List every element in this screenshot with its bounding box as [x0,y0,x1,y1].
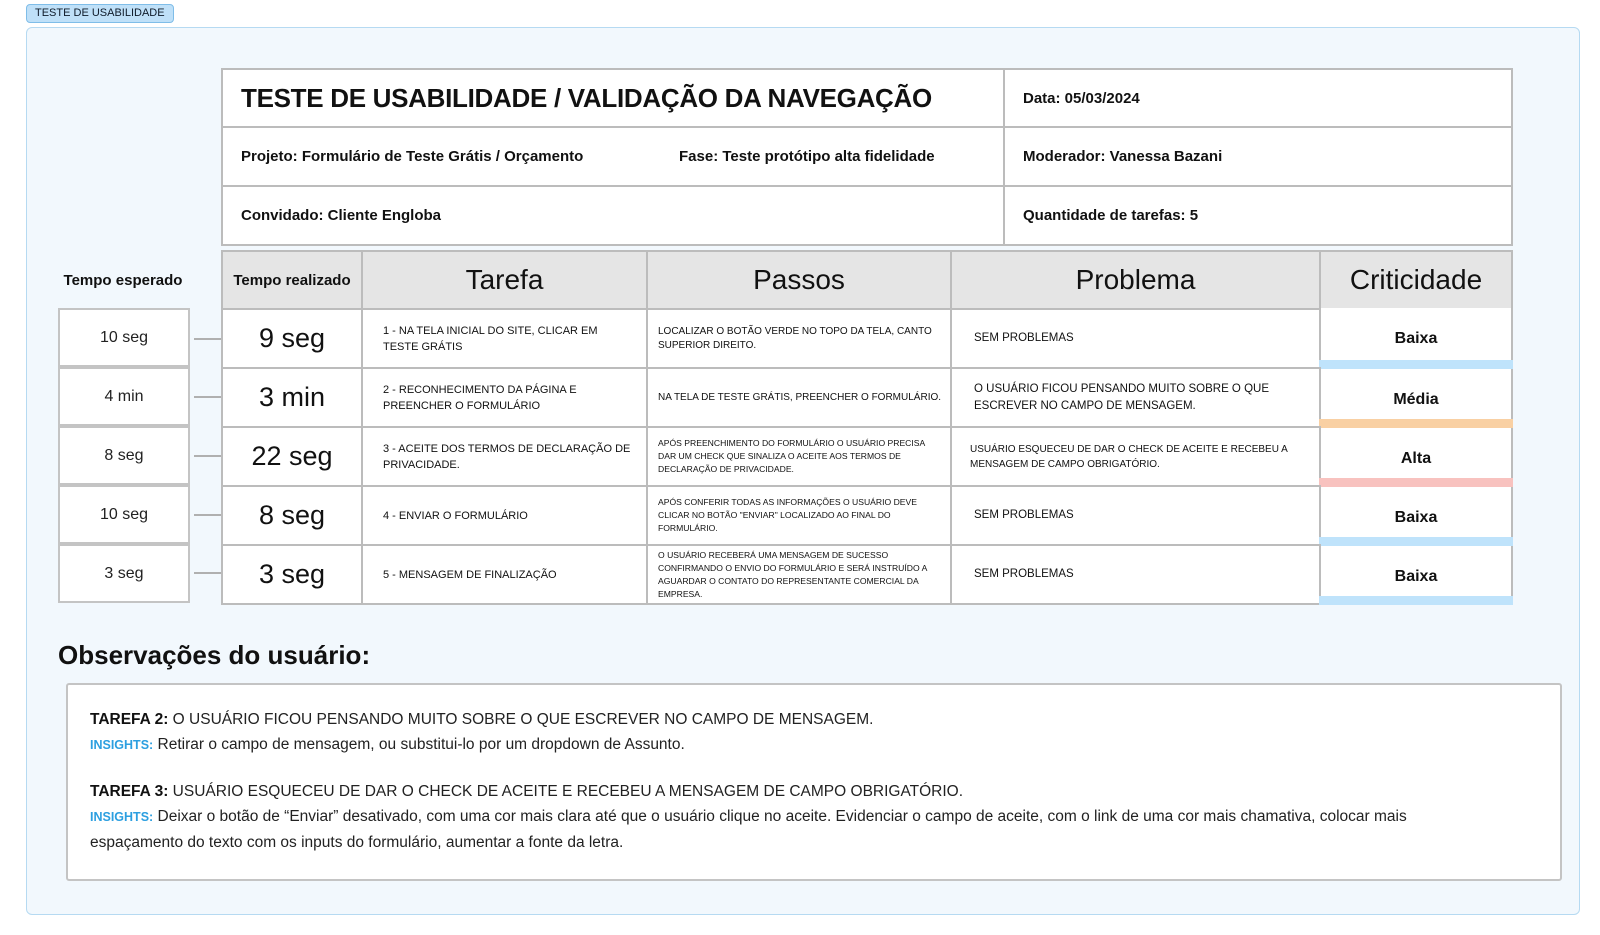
expected-time-label: Tempo esperado [63,272,183,289]
realized-time-cell: 3 seg [221,544,363,605]
task-cell: 4 - ENVIAR O FORMULÁRIO [361,485,648,546]
steps-cell: NA TELA DE TESTE GRÁTIS, PREENCHER O FORMULÁRIO. [646,367,952,428]
realized-time-cell: 9 seg [221,308,363,369]
criticality-cell: Média [1319,369,1513,419]
expected-time-cell: 3 seg [58,544,190,603]
steps-cell: APÓS CONFERIR TODAS AS INFORMAÇÕES O USUÁRIO DEVE CLICAR NO BOTÃO "ENVIAR" LOCALIZADO AO FINAL DO FORMULÁRIO. [646,485,952,546]
observation-task-line [90,707,1540,732]
project-field: Projeto: Formulário de Teste Grátis / Orçamento [241,148,584,165]
observation-insight-line [90,732,1540,758]
moderator-field: Moderador: Vanessa Bazani [1003,126,1513,187]
problem-cell: USUÁRIO ESQUECEU DE DAR O CHECK DE ACEITE E RECEBEU A MENSAGEM DE CAMPO OBRIGATÓRIO. [950,426,1321,487]
connector-line [194,572,222,574]
steps-cell: O USUÁRIO RECEBERÁ UMA MENSAGEM DE SUCESSO CONFIRMANDO O ENVIO DO FORMULÁRIO E SERÁ INSTRUÍDO A AGUARDAR O CONTATO DO REPRESENTANTE COMERCIAL DA EMPRESA. [646,544,952,605]
task-count-field: Quantidade de tarefas: 5 [1003,185,1513,246]
section-tag: TESTE DE USABILIDADE [26,4,174,23]
task-cell: 5 - MENSAGEM DE FINALIZAÇÃO [361,544,648,605]
date-field: Data: 05/03/2024 [1003,68,1513,128]
criticality-indicator-high [1319,478,1513,487]
task-cell: 3 - ACEITE DOS TERMOS DE DECLARAÇÃO DE PRIVACIDADE. [361,426,648,487]
problem-cell: SEM PROBLEMAS [950,485,1321,546]
page-title: TESTE DE USABILIDADE / VALIDAÇÃO DA NAVEGAÇÃO [221,68,1005,128]
problem-cell: O USUÁRIO FICOU PENSANDO MUITO SOBRE O QUE ESCREVER NO CAMPO DE MENSAGEM. [950,367,1321,428]
insight-label: INSIGHTS: [90,738,154,752]
expected-time-cell: 8 seg [58,426,190,485]
expected-time-cell: 10 seg [58,308,190,367]
criticality-cell: Baixa [1319,546,1513,596]
criticality-indicator-low [1319,596,1513,605]
connector-line [194,455,222,457]
steps-cell: APÓS PREENCHIMENTO DO FORMULÁRIO O USUÁRIO PRECISA DAR UM CHECK QUE SINALIZA O ACEITE AOS TERMOS DE DECLARAÇÃO DE PRIVACIDADE. [646,426,952,487]
expected-time-cell: 4 min [58,367,190,426]
insight-text: Retirar o campo de mensagem, ou substitui-lo por um dropdown de Assunto. [153,736,685,753]
observation-task-text: O USUÁRIO FICOU PENSANDO MUITO SOBRE O QUE ESCREVER NO CAMPO DE MENSAGEM. [168,711,874,728]
column-header-task: Tarefa [361,250,648,310]
expected-time-cell: 10 seg [58,485,190,544]
problem-cell: SEM PROBLEMAS [950,308,1321,369]
project-phase-row [221,126,1005,187]
criticality-indicator-low [1319,360,1513,369]
observation-task-label: TAREFA 3: [90,783,169,800]
connector-line [194,514,222,516]
realized-time-cell: 8 seg [221,485,363,546]
criticality-cell: Baixa [1319,308,1513,360]
observations-box [66,683,1562,881]
task-cell: 1 - NA TELA INICIAL DO SITE, CLICAR EM TESTE GRÁTIS [361,308,648,369]
observation-task-label: TAREFA 2: [90,711,169,728]
column-header-realized: Tempo realizado [221,250,363,310]
connector-line [194,338,222,340]
insight-label: INSIGHTS: [90,810,154,824]
phase-field: Fase: Teste protótipo alta fidelidade [679,148,935,165]
column-header-steps: Passos [646,250,952,310]
observation-task-text: USUÁRIO ESQUECEU DE DAR O CHECK DE ACEITE E RECEBEU A MENSAGEM DE CAMPO OBRIGATÓRIO. [168,783,964,800]
problem-cell: SEM PROBLEMAS [950,544,1321,605]
column-header-problem: Problema [950,250,1321,310]
steps-cell: LOCALIZAR O BOTÃO VERDE NO TOPO DA TELA, CANTO SUPERIOR DIREITO. [646,308,952,369]
criticality-indicator-medium [1319,419,1513,428]
realized-time-cell: 22 seg [221,426,363,487]
observation-insight-line [90,804,1540,855]
observations-title: Observações do usuário: [58,640,371,670]
insight-text: Deixar o botão de “Enviar” desativado, com uma cor mais clara até que o usuário clique no aceite. Evidenciar o campo de aceite, com o link de uma cor mais chamativa, colocar mais espaçamento do texto com os inputs do formulário, aumentar a fonte da letra. [90,808,1407,851]
observation-task-line [90,779,1540,804]
column-header-criticality: Criticidade [1319,250,1513,310]
connector-line [194,396,222,398]
guest-field: Convidado: Cliente Engloba [221,185,1005,246]
criticality-indicator-low [1319,537,1513,546]
criticality-cell: Alta [1319,428,1513,478]
task-cell: 2 - RECONHECIMENTO DA PÁGINA E PREENCHER O FORMULÁRIO [361,367,648,428]
criticality-cell: Baixa [1319,487,1513,537]
realized-time-cell: 3 min [221,367,363,428]
